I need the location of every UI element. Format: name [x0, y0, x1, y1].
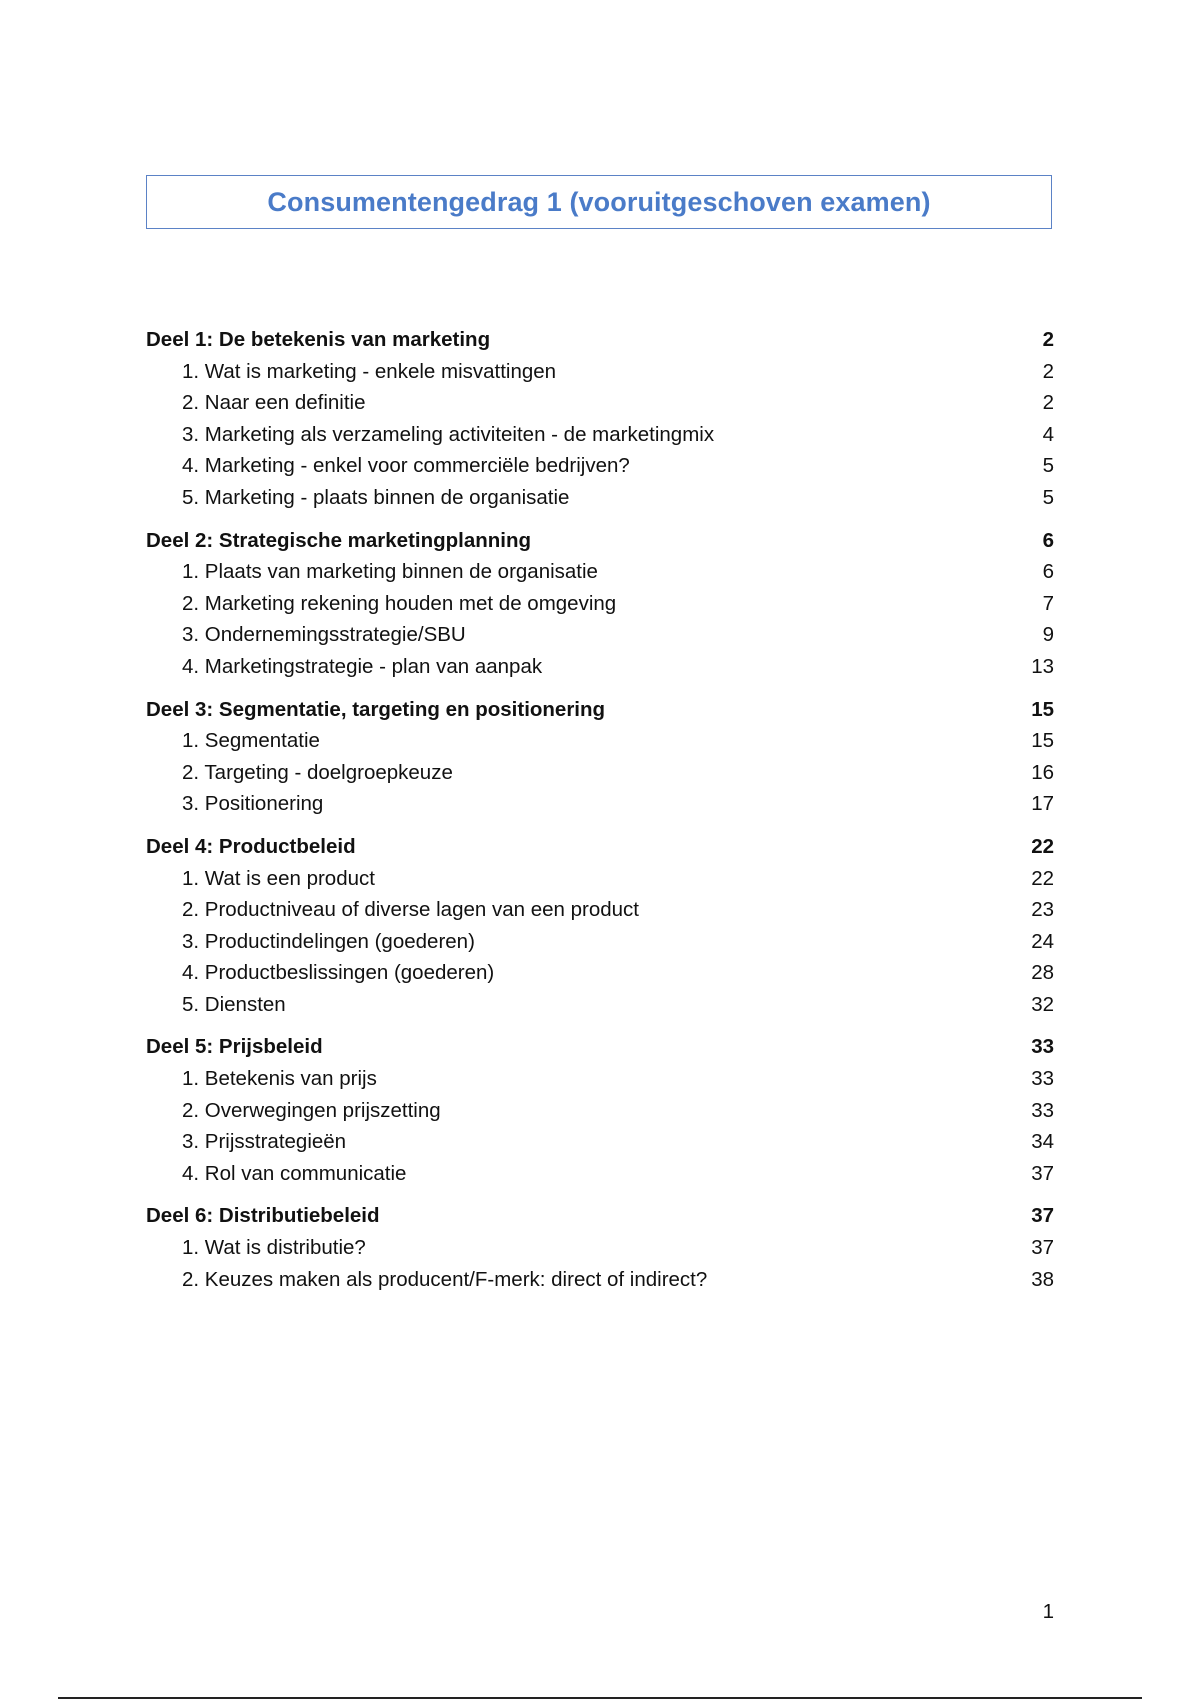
toc-item-page: 38 [1031, 1267, 1054, 1291]
toc-section [146, 525, 1054, 683]
toc-heading-label: Deel 3: Segmentatie, targeting en positionering [146, 697, 606, 721]
toc-heading-row[interactable] [146, 1031, 1054, 1063]
toc-item-row[interactable] [146, 556, 1054, 588]
toc-heading-page: 33 [1031, 1035, 1054, 1059]
toc-section [146, 324, 1054, 514]
toc-heading-page: 15 [1031, 697, 1054, 721]
toc-item-page: 23 [1031, 898, 1054, 922]
toc-item-label: 1. Wat is distributie? [182, 1236, 366, 1260]
toc-item-label: 3. Ondernemingsstrategie/SBU [182, 623, 466, 647]
toc-item-row[interactable] [146, 894, 1054, 926]
toc-item-row[interactable] [146, 450, 1054, 482]
toc-item-page: 6 [1042, 560, 1054, 584]
toc-heading-label: Deel 5: Prijsbeleid [146, 1035, 323, 1059]
toc-heading-page: 2 [1042, 328, 1054, 351]
toc-section [146, 694, 1054, 820]
toc-item-page: 24 [1031, 929, 1054, 953]
toc-item-row[interactable] [146, 989, 1054, 1021]
toc-item-row[interactable] [146, 957, 1054, 989]
toc-item-row[interactable] [146, 1063, 1054, 1095]
toc-item-page: 2 [1042, 359, 1054, 383]
toc-heading-label: Deel 6: Distributiebeleid [146, 1204, 380, 1228]
toc-item-label: 5. Marketing - plaats binnen de organisatie [182, 485, 570, 509]
toc-heading-page: 22 [1031, 834, 1054, 858]
toc-item-page: 33 [1031, 1067, 1054, 1091]
toc-section [146, 1200, 1054, 1295]
toc-item-page: 13 [1031, 654, 1054, 678]
toc-section [146, 1031, 1054, 1189]
toc-item-label: 1. Plaats van marketing binnen de organisatie [182, 560, 598, 584]
toc-item-label: 2. Keuzes maken als producent/F-merk: direct of indirect? [182, 1267, 708, 1291]
document-title: Consumentengedrag 1 (vooruitgeschoven examen) [267, 186, 931, 217]
toc-heading-page: 37 [1031, 1204, 1054, 1228]
toc-item-label: 2. Overwegingen prijszetting [182, 1098, 441, 1122]
toc-item-row[interactable] [146, 1158, 1054, 1190]
toc-heading-label: Deel 2: Strategische marketingplanning [146, 528, 532, 552]
toc-item-row[interactable] [146, 725, 1054, 757]
toc-item-label: 1. Wat is marketing - enkele misvattingen [182, 359, 557, 383]
toc-item-row[interactable] [146, 926, 1054, 958]
toc-item-row[interactable] [146, 1126, 1054, 1158]
toc-item-page: 17 [1031, 792, 1054, 816]
toc-item-label: 5. Diensten [182, 992, 286, 1016]
toc-item-page: 5 [1042, 454, 1054, 478]
toc-item-page: 34 [1031, 1130, 1054, 1154]
toc-item-row[interactable] [146, 619, 1054, 651]
toc-heading-row[interactable] [146, 694, 1054, 726]
toc-item-label: 4. Marketing - enkel voor commerciële bedrijven? [182, 454, 630, 478]
toc-item-row[interactable] [146, 588, 1054, 620]
toc-heading-row[interactable] [146, 525, 1054, 557]
toc-item-row[interactable] [146, 757, 1054, 789]
toc-item-page: 4 [1042, 422, 1054, 446]
toc-item-label: 4. Rol van communicatie [182, 1161, 407, 1185]
toc-item-row[interactable] [146, 482, 1054, 514]
toc-item-row[interactable] [146, 1095, 1054, 1127]
toc-item-row[interactable] [146, 863, 1054, 895]
toc-heading-row[interactable] [146, 324, 1054, 356]
toc-item-row[interactable] [146, 1232, 1054, 1264]
toc-item-page: 37 [1031, 1161, 1054, 1185]
toc-item-page: 15 [1031, 729, 1054, 753]
toc-item-page: 33 [1031, 1098, 1054, 1122]
toc-heading-label: Deel 4: Productbeleid [146, 834, 356, 858]
toc-item-label: 1. Betekenis van prijs [182, 1067, 377, 1091]
toc-item-label: 2. Naar een definitie [182, 391, 366, 415]
toc-heading-label: Deel 1: De betekenis van marketing [146, 328, 491, 351]
toc-item-row[interactable] [146, 387, 1054, 419]
toc-item-page: 5 [1042, 485, 1054, 509]
toc-heading-page: 6 [1042, 528, 1054, 552]
toc-item-label: 4. Productbeslissingen (goederen) [182, 961, 495, 985]
table-of-contents [146, 324, 1054, 1306]
toc-item-label: 2. Targeting - doelgroepkeuze [182, 760, 453, 784]
bottom-rule [58, 1697, 1142, 1699]
toc-item-label: 3. Marketing als verzameling activiteiten - de marketingmix [182, 422, 715, 446]
toc-item-label: 3. Positionering [182, 792, 324, 816]
toc-item-row[interactable] [146, 651, 1054, 683]
toc-item-row[interactable] [146, 788, 1054, 820]
toc-item-row[interactable] [146, 356, 1054, 388]
toc-item-label: 1. Segmentatie [182, 729, 320, 753]
toc-item-label: 2. Marketing rekening houden met de omgeving [182, 591, 617, 615]
toc-item-page: 28 [1031, 961, 1054, 985]
toc-item-page: 37 [1031, 1236, 1054, 1260]
toc-item-page: 9 [1042, 623, 1054, 647]
toc-item-label: 1. Wat is een product [182, 866, 375, 890]
toc-item-page: 16 [1031, 760, 1054, 784]
toc-section [146, 831, 1054, 1021]
toc-item-row[interactable] [146, 419, 1054, 451]
toc-item-page: 7 [1042, 591, 1054, 615]
toc-heading-row[interactable] [146, 1200, 1054, 1232]
toc-item-label: 4. Marketingstrategie - plan van aanpak [182, 654, 543, 678]
page-number: 1 [1042, 1600, 1054, 1623]
toc-item-label: 2. Productniveau of diverse lagen van een product [182, 898, 639, 922]
toc-item-page: 32 [1031, 992, 1054, 1016]
toc-item-row[interactable] [146, 1264, 1054, 1296]
toc-heading-row[interactable] [146, 831, 1054, 863]
toc-item-page: 2 [1042, 391, 1054, 415]
title-box [146, 175, 1052, 229]
toc-item-page: 22 [1031, 866, 1054, 890]
toc-item-label: 3. Prijsstrategieën [182, 1130, 347, 1154]
toc-item-label: 3. Productindelingen (goederen) [182, 929, 475, 953]
